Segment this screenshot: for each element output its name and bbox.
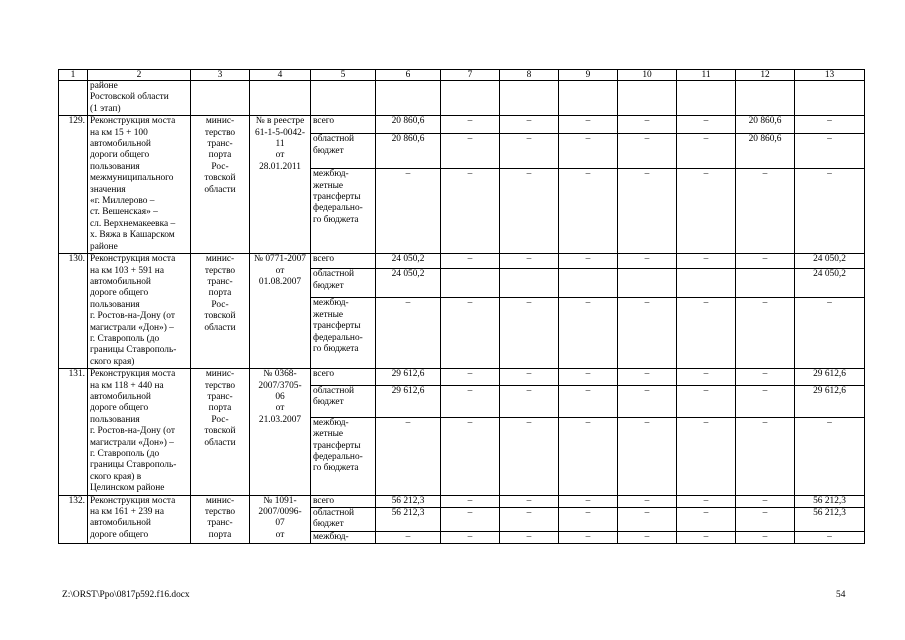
value-cell: – xyxy=(677,169,736,254)
continuation-row xyxy=(59,81,865,116)
value-cell: – xyxy=(677,254,736,269)
value-cell: – xyxy=(500,369,559,386)
value-cell: – xyxy=(441,134,500,169)
column-header: 12 xyxy=(736,70,795,81)
value-cell: – xyxy=(441,169,500,254)
value-cell: – xyxy=(441,531,500,543)
value-cell: – xyxy=(376,531,441,543)
column-header: 1 xyxy=(59,70,88,81)
value-cell: – xyxy=(677,116,736,134)
column-header: 9 xyxy=(559,70,618,81)
value-cell: 24 050,2 xyxy=(376,269,441,298)
value-cell: – xyxy=(559,508,618,532)
funding-source: межбюд- xyxy=(311,531,376,543)
value-cell: 56 212,3 xyxy=(795,495,865,507)
column-header: 8 xyxy=(500,70,559,81)
value-cell: 29 612,6 xyxy=(795,385,865,417)
value-cell: – xyxy=(677,417,736,495)
value-cell: – xyxy=(677,385,736,417)
value-cell: – xyxy=(677,298,736,369)
value-cell: – xyxy=(500,298,559,369)
value-cell: – xyxy=(559,369,618,386)
funding-source: всего xyxy=(311,369,376,386)
value-cell: – xyxy=(559,385,618,417)
empty-cell xyxy=(250,81,311,116)
value-cell: – xyxy=(795,116,865,134)
column-header: 7 xyxy=(441,70,500,81)
value-cell xyxy=(441,269,500,298)
value-cell: – xyxy=(618,495,677,507)
empty-cell xyxy=(618,81,677,116)
object-name: Реконструкция моста на км 103 + 591 на автомобильной дороге общего пользования г. Ростов-на-Дону (от магистрали «Дон») – г. Ставрополь (до границы Ставрополь- ского края) xyxy=(88,254,191,369)
value-cell: 29 612,6 xyxy=(795,369,865,386)
value-cell: – xyxy=(795,531,865,543)
value-cell: – xyxy=(618,417,677,495)
value-cell: – xyxy=(559,495,618,507)
object-name: Реконструкция моста на км 15 + 100 автомобильной дороги общего пользования межмуниципального значения «г. Миллерово – ст. Вешенская» – сл. Верхнемакеевка – х. Вяжа в Кашарском районе xyxy=(88,116,191,254)
value-cell: – xyxy=(677,369,736,386)
value-cell: 56 212,3 xyxy=(795,508,865,532)
value-cell: 24 050,2 xyxy=(376,254,441,269)
funding-source: областной бюджет xyxy=(311,134,376,169)
value-cell: 56 212,3 xyxy=(376,508,441,532)
value-cell: 20 860,6 xyxy=(376,134,441,169)
value-cell: 20 860,6 xyxy=(736,116,795,134)
table-row xyxy=(59,495,865,507)
customer-cell: минис- терство транс- порта Рос- товской области xyxy=(191,369,250,495)
customer-cell: минис- терство транс- порта Рос- товской области xyxy=(191,116,250,254)
row-number: 131. xyxy=(59,369,88,495)
funding-source: областной бюджет xyxy=(311,385,376,417)
funding-source: всего xyxy=(311,116,376,134)
value-cell: 24 050,2 xyxy=(795,254,865,269)
value-cell: – xyxy=(736,298,795,369)
table-row xyxy=(59,116,865,134)
funding-source: всего xyxy=(311,495,376,507)
value-cell: – xyxy=(677,134,736,169)
value-cell: – xyxy=(736,169,795,254)
value-cell: – xyxy=(618,508,677,532)
value-cell: – xyxy=(559,254,618,269)
value-cell: – xyxy=(500,417,559,495)
object-name: Реконструкция моста на км 118 + 440 на автомобильной дороге общего пользования г. Ростов-на-Дону (от магистрали «Дон») – г. Ставрополь (до границы Ставрополь- ского края) в Целинском районе xyxy=(88,369,191,495)
customer-cell: минис- терство транс- порта xyxy=(191,495,250,544)
value-cell: – xyxy=(736,531,795,543)
column-header: 5 xyxy=(311,70,376,81)
value-cell: – xyxy=(618,531,677,543)
value-cell: – xyxy=(618,254,677,269)
value-cell: 56 212,3 xyxy=(376,495,441,507)
name-cell: районе Ростовской области (1 этап) xyxy=(88,81,191,116)
empty-cell xyxy=(677,81,736,116)
value-cell: – xyxy=(559,169,618,254)
empty-cell xyxy=(736,81,795,116)
value-cell: – xyxy=(500,169,559,254)
funding-source: межбюд- жетные трансферты федерально- го бюджета xyxy=(311,298,376,369)
document-cell: № 0368- 2007/3705- 06 от 21.03.2007 xyxy=(250,369,311,495)
column-header: 6 xyxy=(376,70,441,81)
customer-cell: минис- терство транс- порта Рос- товской области xyxy=(191,254,250,369)
row-number: 132. xyxy=(59,495,88,544)
empty-cell xyxy=(376,81,441,116)
value-cell xyxy=(559,269,618,298)
page-number: 54 xyxy=(836,590,846,600)
value-cell: 20 860,6 xyxy=(736,134,795,169)
value-cell: – xyxy=(500,134,559,169)
value-cell: – xyxy=(618,385,677,417)
value-cell: – xyxy=(500,495,559,507)
row-number: 130. xyxy=(59,254,88,369)
column-header: 11 xyxy=(677,70,736,81)
document-cell: № 0771-2007 от 01.08.2007 xyxy=(250,254,311,369)
column-header: 2 xyxy=(88,70,191,81)
value-cell: 29 612,6 xyxy=(376,385,441,417)
value-cell xyxy=(618,269,677,298)
value-cell: – xyxy=(441,298,500,369)
empty-cell xyxy=(795,81,865,116)
value-cell: 20 860,6 xyxy=(376,116,441,134)
value-cell: 24 050,2 xyxy=(795,269,865,298)
empty-cell xyxy=(311,81,376,116)
value-cell: – xyxy=(618,298,677,369)
value-cell: – xyxy=(618,116,677,134)
value-cell xyxy=(500,269,559,298)
empty-cell xyxy=(559,81,618,116)
value-cell: – xyxy=(500,531,559,543)
value-cell: – xyxy=(736,385,795,417)
value-cell: – xyxy=(441,508,500,532)
value-cell xyxy=(736,269,795,298)
value-cell: – xyxy=(736,495,795,507)
value-cell: – xyxy=(441,417,500,495)
value-cell: – xyxy=(677,495,736,507)
value-cell: – xyxy=(795,169,865,254)
value-cell: – xyxy=(559,134,618,169)
table-row xyxy=(59,254,865,269)
object-name: Реконструкция моста на км 161 + 239 на автомобильной дороге общего xyxy=(88,495,191,544)
value-cell: – xyxy=(441,254,500,269)
value-cell: 29 612,6 xyxy=(376,369,441,386)
funding-source: областной бюджет xyxy=(311,508,376,532)
num-cell xyxy=(59,81,88,116)
column-header: 10 xyxy=(618,70,677,81)
value-cell: – xyxy=(500,116,559,134)
column-header: 13 xyxy=(795,70,865,81)
column-header: 4 xyxy=(250,70,311,81)
budget-table xyxy=(58,69,865,544)
value-cell: – xyxy=(736,369,795,386)
value-cell: – xyxy=(736,254,795,269)
value-cell: – xyxy=(795,417,865,495)
funding-source: межбюд- жетные трансферты федерально- го бюджета xyxy=(311,417,376,495)
value-cell: – xyxy=(376,417,441,495)
value-cell: – xyxy=(736,417,795,495)
value-cell: – xyxy=(441,369,500,386)
value-cell: – xyxy=(376,169,441,254)
value-cell: – xyxy=(736,508,795,532)
value-cell: – xyxy=(795,134,865,169)
value-cell: – xyxy=(500,385,559,417)
empty-cell xyxy=(500,81,559,116)
file-path: Z:\ORST\Ppo\0817p592.f16.docx xyxy=(62,590,190,600)
value-cell: – xyxy=(618,169,677,254)
funding-source: областной бюджет xyxy=(311,269,376,298)
value-cell: – xyxy=(559,298,618,369)
funding-source: межбюд- жетные трансферты федерально- го бюджета xyxy=(311,169,376,254)
value-cell: – xyxy=(376,298,441,369)
table-row xyxy=(59,369,865,386)
value-cell: – xyxy=(500,508,559,532)
value-cell: – xyxy=(500,254,559,269)
value-cell: – xyxy=(441,495,500,507)
column-header: 3 xyxy=(191,70,250,81)
row-number: 129. xyxy=(59,116,88,254)
empty-cell xyxy=(441,81,500,116)
value-cell: – xyxy=(618,134,677,169)
value-cell: – xyxy=(559,417,618,495)
value-cell: – xyxy=(559,116,618,134)
funding-source: всего xyxy=(311,254,376,269)
document-cell: № в реестре 61-1-5-0042- 11 от 28.01.2011 xyxy=(250,116,311,254)
value-cell: – xyxy=(559,531,618,543)
document-cell: № 1091- 2007/0096- 07 от xyxy=(250,495,311,544)
value-cell: – xyxy=(677,531,736,543)
empty-cell xyxy=(191,81,250,116)
value-cell: – xyxy=(618,369,677,386)
value-cell: – xyxy=(677,508,736,532)
value-cell: – xyxy=(441,385,500,417)
value-cell: – xyxy=(795,298,865,369)
value-cell: – xyxy=(441,116,500,134)
value-cell xyxy=(677,269,736,298)
header-row xyxy=(59,70,865,81)
